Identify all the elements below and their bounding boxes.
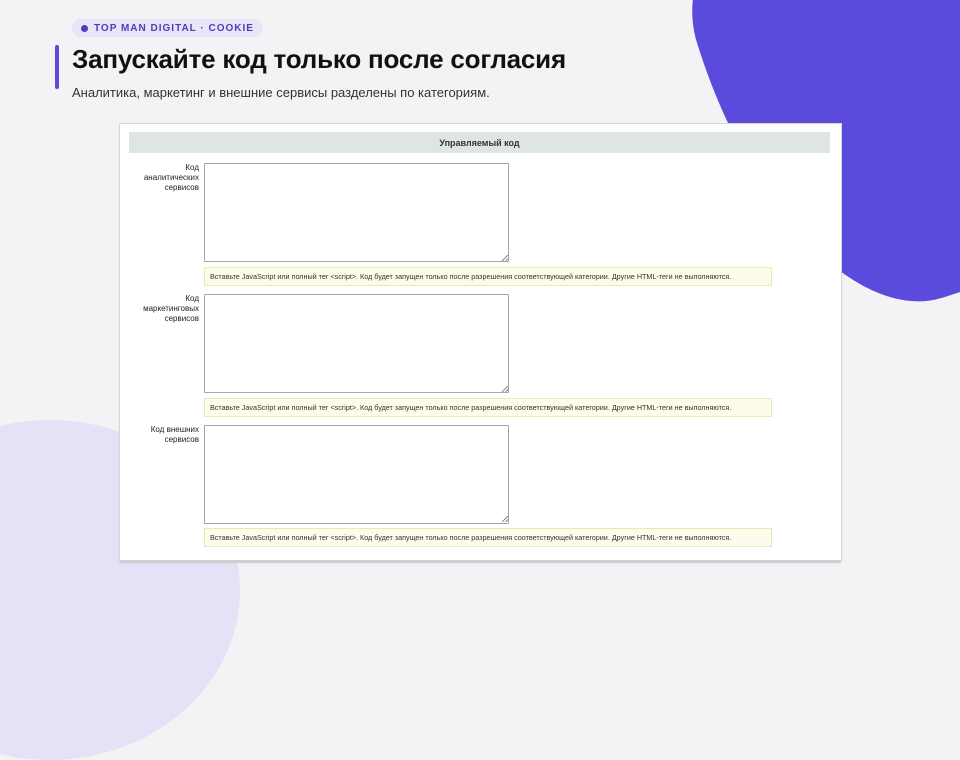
marketing-code-label: Код маркетинговых сервисов [143,294,199,323]
external-resize-grip-icon[interactable] [502,516,508,522]
analytics-code-textarea[interactable] [204,163,509,262]
external-code-label: Код внешних сервисов [150,425,199,444]
analytics-code-label: Код аналитических сервисов [143,163,199,192]
analytics-code-hint: Вставьте JavaScript или полный тег <script>. Код будет запущен только после разрешения соответствующей категории. Другие HTML-теги не выполняются. [204,267,772,286]
panel-header: Управляемый код [129,132,830,153]
badge-dot-icon [81,25,88,32]
brand-badge [72,19,263,37]
external-code-hint: Вставьте JavaScript или полный тег <script>. Код будет запущен только после разрешения соответствующей категории. Другие HTML-теги не выполняются. [204,528,772,547]
title-accent-bar [55,45,59,89]
marketing-resize-grip-icon[interactable] [502,386,508,392]
managed-code-panel [119,123,842,561]
page-title: Запускайте код только после согласия [72,44,566,74]
page-subtitle: Аналитика, маркетинг и внешние сервисы разделены по категориям. [72,85,490,100]
marketing-code-textarea[interactable] [204,294,509,393]
badge-label: TOP MAN DIGITAL · COOKIE [94,22,254,34]
marketing-code-hint: Вставьте JavaScript или полный тег <script>. Код будет запущен только после разрешения соответствующей категории. Другие HTML-теги не выполняются. [204,398,772,417]
analytics-resize-grip-icon[interactable] [502,255,508,261]
external-code-textarea[interactable] [204,425,509,524]
